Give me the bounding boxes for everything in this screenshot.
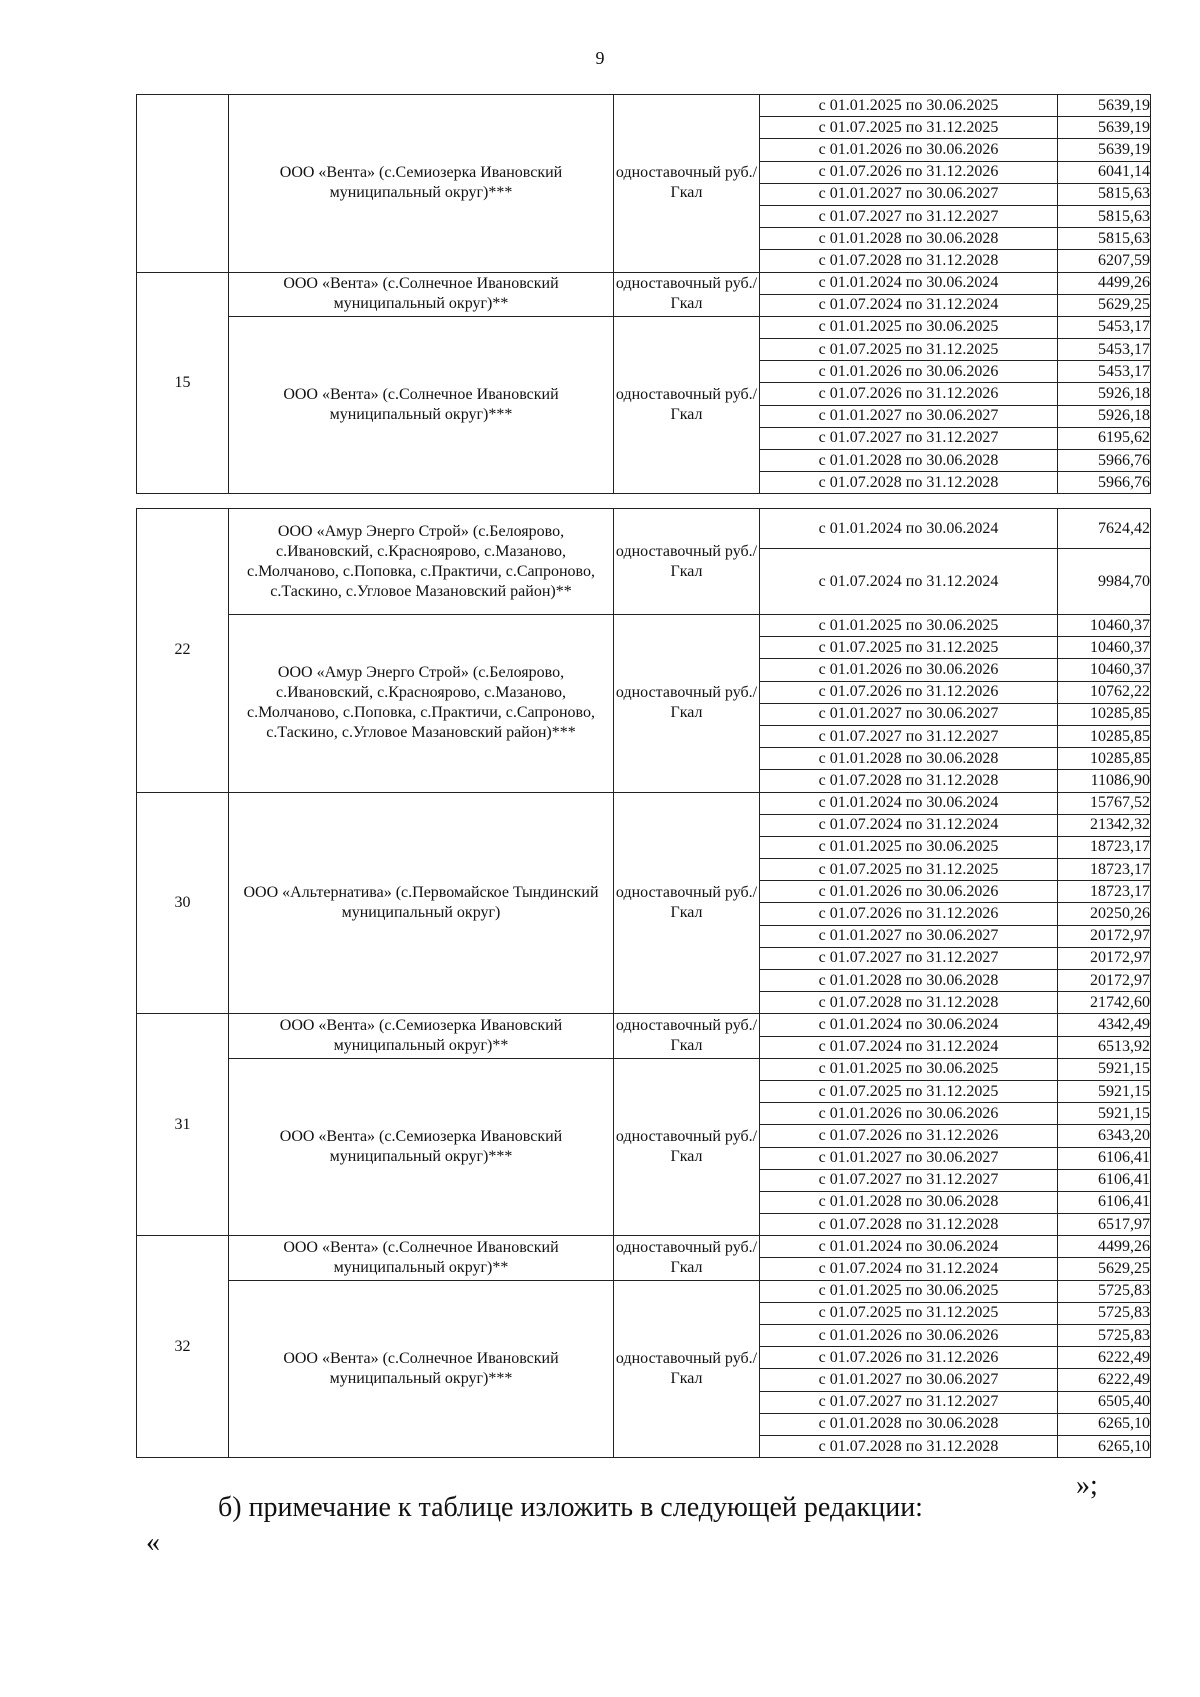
period-cell: с 01.07.2025 по 31.12.2025 [760,339,1058,361]
tariff-value-cell: 6343,20 [1058,1125,1151,1147]
tariff-value-cell: 6106,41 [1058,1147,1151,1169]
period-cell: с 01.07.2025 по 31.12.2025 [760,1302,1058,1324]
organization-cell: ООО «Альтернатива» (с.Первомайское Тындинский муниципальный округ) [229,792,614,1014]
period-cell: с 01.01.2024 по 30.06.2024 [760,509,1058,549]
tariff-value-cell: 20172,97 [1058,925,1151,947]
period-cell: с 01.07.2024 по 31.12.2024 [760,549,1058,615]
period-cell: с 01.07.2028 по 31.12.2028 [760,992,1058,1014]
period-cell: с 01.07.2025 по 31.12.2025 [760,637,1058,659]
tariff-value-cell: 4499,26 [1058,1236,1151,1258]
table-row [137,792,1151,814]
page-number: 9 [595,48,605,68]
period-cell: с 01.01.2025 по 30.06.2025 [760,1280,1058,1302]
table-row [137,509,1151,549]
tariff-table [136,508,1151,1458]
table-row [137,95,1151,117]
tariff-value-cell: 20172,97 [1058,947,1151,969]
table-row [137,316,1151,338]
period-cell: с 01.01.2026 по 30.06.2026 [760,659,1058,681]
tariff-value-cell: 5921,15 [1058,1058,1151,1080]
row-number-cell: 15 [137,272,229,494]
organization-cell: ООО «Вента» (с.Семиозерка Ивановский муниципальный округ)** [229,1014,614,1058]
period-cell: с 01.07.2027 по 31.12.2027 [760,947,1058,969]
tariff-value-cell: 18723,17 [1058,859,1151,881]
tariff-value-cell: 7624,42 [1058,509,1151,549]
period-cell: с 01.01.2026 по 30.06.2026 [760,881,1058,903]
period-cell: с 01.01.2028 по 30.06.2028 [760,1413,1058,1435]
tariff-value-cell: 5725,83 [1058,1302,1151,1324]
period-cell: с 01.07.2027 по 31.12.2027 [760,1391,1058,1413]
tariff-type-cell: одноставочный руб./Гкал [614,316,760,494]
tariff-type-cell: одноставочный руб./Гкал [614,615,760,793]
tariff-value-cell: 6505,40 [1058,1391,1151,1413]
organization-cell: ООО «Вента» (с.Семиозерка Ивановский муниципальный округ)*** [229,95,614,273]
tariff-table-continuation [136,94,1151,494]
tariff-value-cell: 10762,22 [1058,681,1151,703]
period-cell: с 01.07.2028 по 31.12.2028 [760,250,1058,272]
period-cell: с 01.07.2027 по 31.12.2027 [760,205,1058,227]
table-row [137,272,1151,294]
table-row [137,1014,1151,1036]
period-cell: с 01.07.2024 по 31.12.2024 [760,814,1058,836]
organization-cell: ООО «Амур Энерго Строй» (с.Белоярово, с.Ивановский, с.Красноярово, с.Мазаново, с.Молчаново, с.Поповка, с.Практичи, с.Сапроново, с.Таскино, с.Угловое Мазановский район)** [229,509,614,615]
tariff-type-cell: одноставочный руб./Гкал [614,1236,760,1280]
tariff-value-cell: 20172,97 [1058,970,1151,992]
tariff-value-cell: 6513,92 [1058,1036,1151,1058]
period-cell: с 01.07.2028 по 31.12.2028 [760,472,1058,494]
tariff-value-cell: 5815,63 [1058,183,1151,205]
tariff-value-cell: 5453,17 [1058,316,1151,338]
tariff-value-cell: 5629,25 [1058,294,1151,316]
tariff-value-cell: 5926,18 [1058,383,1151,405]
row-number-cell: 22 [137,509,229,793]
tariff-value-cell: 6195,62 [1058,427,1151,449]
tariff-value-cell: 5639,19 [1058,117,1151,139]
tariff-value-cell: 5725,83 [1058,1325,1151,1347]
tariff-value-cell: 6222,49 [1058,1347,1151,1369]
row-number-cell [137,95,229,273]
tariff-value-cell: 10285,85 [1058,725,1151,747]
tariff-type-cell: одноставочный руб./Гкал [614,1014,760,1058]
period-cell: с 01.07.2026 по 31.12.2026 [760,903,1058,925]
tariff-value-cell: 15767,52 [1058,792,1151,814]
period-cell: с 01.01.2025 по 30.06.2025 [760,836,1058,858]
period-cell: с 01.07.2024 по 31.12.2024 [760,1258,1058,1280]
tariff-value-cell: 6207,59 [1058,250,1151,272]
period-cell: с 01.07.2027 по 31.12.2027 [760,725,1058,747]
period-cell: с 01.07.2027 по 31.12.2027 [760,1169,1058,1191]
period-cell: с 01.01.2028 по 30.06.2028 [760,970,1058,992]
tariff-value-cell: 5629,25 [1058,1258,1151,1280]
organization-cell: ООО «Вента» (с.Семиозерка Ивановский муниципальный округ)*** [229,1058,614,1236]
period-cell: с 01.01.2027 по 30.06.2027 [760,703,1058,725]
period-cell: с 01.01.2028 по 30.06.2028 [760,450,1058,472]
tariff-value-cell: 4499,26 [1058,272,1151,294]
period-cell: с 01.07.2026 по 31.12.2026 [760,681,1058,703]
organization-cell: ООО «Вента» (с.Солнечное Ивановский муниципальный округ)** [229,1236,614,1280]
period-cell: с 01.01.2026 по 30.06.2026 [760,139,1058,161]
period-cell: с 01.01.2025 по 30.06.2025 [760,316,1058,338]
period-cell: с 01.07.2027 по 31.12.2027 [760,427,1058,449]
period-cell: с 01.07.2028 по 31.12.2028 [760,1214,1058,1236]
tariff-value-cell: 18723,17 [1058,881,1151,903]
tariff-value-cell: 6517,97 [1058,1214,1151,1236]
tariff-type-cell: одноставочный руб./Гкал [614,792,760,1014]
tariff-value-cell: 6265,10 [1058,1435,1151,1457]
period-cell: с 01.07.2026 по 31.12.2026 [760,1125,1058,1147]
period-cell: с 01.01.2026 по 30.06.2026 [760,1103,1058,1125]
tariff-value-cell: 5966,76 [1058,472,1151,494]
period-cell: с 01.01.2026 по 30.06.2026 [760,361,1058,383]
table-row [137,1280,1151,1302]
tariff-value-cell: 5921,15 [1058,1080,1151,1102]
period-cell: с 01.01.2028 по 30.06.2028 [760,1191,1058,1213]
period-cell: с 01.01.2028 по 30.06.2028 [760,228,1058,250]
tariff-value-cell: 5453,17 [1058,339,1151,361]
tariff-value-cell: 5725,83 [1058,1280,1151,1302]
tariff-value-cell: 5815,63 [1058,205,1151,227]
tariff-value-cell: 10285,85 [1058,748,1151,770]
organization-cell: ООО «Вента» (с.Солнечное Ивановский муниципальный округ)*** [229,1280,614,1458]
period-cell: с 01.01.2025 по 30.06.2025 [760,615,1058,637]
period-cell: с 01.01.2024 по 30.06.2024 [760,1014,1058,1036]
tariff-type-cell: одноставочный руб./Гкал [614,509,760,615]
period-cell: с 01.01.2024 по 30.06.2024 [760,272,1058,294]
tariff-value-cell: 5453,17 [1058,361,1151,383]
row-number-cell: 32 [137,1236,229,1458]
tariff-value-cell: 10285,85 [1058,703,1151,725]
row-number-cell: 30 [137,792,229,1014]
period-cell: с 01.01.2025 по 30.06.2025 [760,1058,1058,1080]
tariff-value-cell: 5639,19 [1058,95,1151,117]
period-cell: с 01.07.2025 по 31.12.2025 [760,117,1058,139]
period-cell: с 01.01.2024 по 30.06.2024 [760,792,1058,814]
tariff-value-cell: 5921,15 [1058,1103,1151,1125]
period-cell: с 01.07.2024 по 31.12.2024 [760,294,1058,316]
tariff-value-cell: 5926,18 [1058,405,1151,427]
period-cell: с 01.01.2027 по 30.06.2027 [760,1369,1058,1391]
tariff-value-cell: 20250,26 [1058,903,1151,925]
tariff-value-cell: 6106,41 [1058,1191,1151,1213]
tariff-value-cell: 10460,37 [1058,659,1151,681]
period-cell: с 01.01.2025 по 30.06.2025 [760,95,1058,117]
period-cell: с 01.01.2027 по 30.06.2027 [760,1147,1058,1169]
tariff-value-cell: 4342,49 [1058,1014,1151,1036]
tariff-value-cell: 18723,17 [1058,836,1151,858]
tariff-value-cell: 10460,37 [1058,637,1151,659]
tariff-value-cell: 6106,41 [1058,1169,1151,1191]
period-cell: с 01.01.2027 по 30.06.2027 [760,925,1058,947]
opening-quote: « [146,1527,160,1558]
period-cell: с 01.07.2028 по 31.12.2028 [760,770,1058,792]
tariff-value-cell: 5966,76 [1058,450,1151,472]
note-instruction: б) примечание к таблице изложить в следующей редакции: [218,1492,923,1523]
tariff-type-cell: одноставочный руб./Гкал [614,1058,760,1236]
tariff-value-cell: 6265,10 [1058,1413,1151,1435]
tariff-value-cell: 5639,19 [1058,139,1151,161]
period-cell: с 01.07.2026 по 31.12.2026 [760,383,1058,405]
tariff-value-cell: 6222,49 [1058,1369,1151,1391]
organization-cell: ООО «Амур Энерго Строй» (с.Белоярово, с.Ивановский, с.Красноярово, с.Мазаново, с.Молчаново, с.Поповка, с.Практичи, с.Сапроново, с.Таскино, с.Угловое Мазановский район)*** [229,615,614,793]
tariff-value-cell: 5815,63 [1058,228,1151,250]
period-cell: с 01.01.2027 по 30.06.2027 [760,405,1058,427]
table-row [137,1058,1151,1080]
tariff-type-cell: одноставочный руб./Гкал [614,95,760,273]
row-number-cell: 31 [137,1014,229,1236]
tariff-type-cell: одноставочный руб./Гкал [614,1280,760,1458]
period-cell: с 01.07.2024 по 31.12.2024 [760,1036,1058,1058]
table-row [137,615,1151,637]
period-cell: с 01.01.2028 по 30.06.2028 [760,748,1058,770]
tariff-value-cell: 11086,90 [1058,770,1151,792]
period-cell: с 01.01.2027 по 30.06.2027 [760,183,1058,205]
tariff-value-cell: 21742,60 [1058,992,1151,1014]
period-cell: с 01.07.2025 по 31.12.2025 [760,1080,1058,1102]
tariff-value-cell: 6041,14 [1058,161,1151,183]
period-cell: с 01.07.2026 по 31.12.2026 [760,161,1058,183]
period-cell: с 01.07.2025 по 31.12.2025 [760,859,1058,881]
closing-quote: »; [1076,1470,1098,1501]
tariff-value-cell: 10460,37 [1058,615,1151,637]
organization-cell: ООО «Вента» (с.Солнечное Ивановский муниципальный округ)** [229,272,614,316]
table-row [137,1236,1151,1258]
organization-cell: ООО «Вента» (с.Солнечное Ивановский муниципальный округ)*** [229,316,614,494]
tariff-value-cell: 21342,32 [1058,814,1151,836]
tariff-value-cell: 9984,70 [1058,549,1151,615]
period-cell: с 01.07.2026 по 31.12.2026 [760,1347,1058,1369]
period-cell: с 01.01.2024 по 30.06.2024 [760,1236,1058,1258]
period-cell: с 01.07.2028 по 31.12.2028 [760,1435,1058,1457]
tariff-type-cell: одноставочный руб./Гкал [614,272,760,316]
period-cell: с 01.01.2026 по 30.06.2026 [760,1325,1058,1347]
